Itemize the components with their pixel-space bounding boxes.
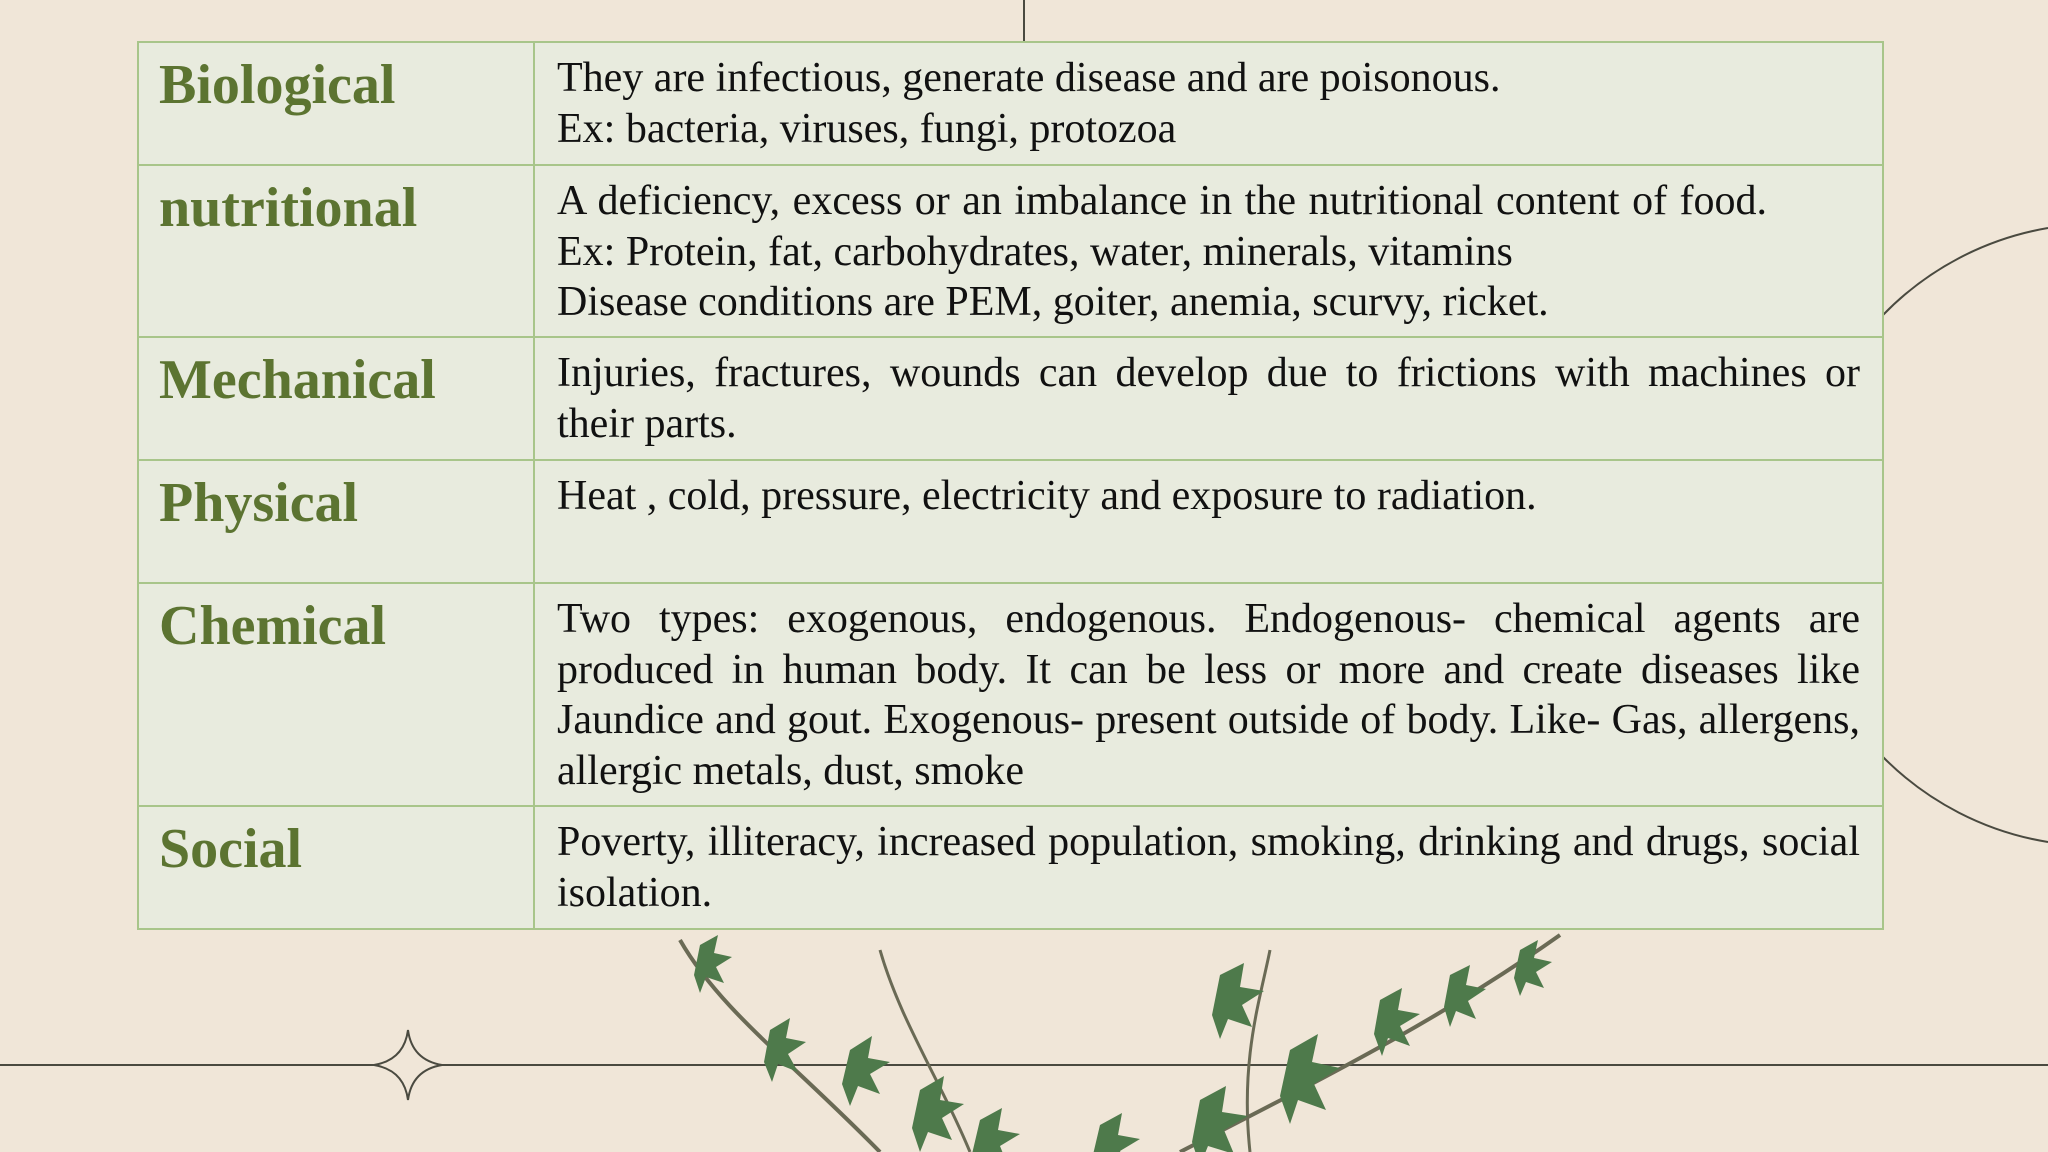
right-arc-decoration	[1883, 228, 2048, 842]
factor-name-chemical: Chemical	[138, 583, 534, 806]
factor-name-nutritional: nutritional	[138, 165, 534, 337]
factor-name-mechanical: Mechanical	[138, 337, 534, 460]
description-line: Ex: Protein, fat, carbohydrates, water, minerals, vitamins	[557, 228, 1513, 275]
factor-description-nutritional	[534, 165, 1883, 337]
table-row	[138, 42, 1883, 165]
description-line: A deficiency, excess or an imbalance in the nutritional content of food.	[557, 178, 1768, 224]
factor-name-biological: Biological	[138, 42, 534, 165]
factor-description-biological	[534, 42, 1883, 165]
table-row	[138, 165, 1883, 337]
description-line: They are infectious, generate disease and are poisonous.	[557, 55, 1501, 101]
factor-description-social: Poverty, illiteracy, increased population, smoking, drinking and drugs, social isolation.	[534, 806, 1883, 929]
factor-name-physical: Physical	[138, 460, 534, 583]
factor-description-chemical: Two types: exogenous, endogenous. Endogenous- chemical agents are produced in human body. It can be less or more and create diseases like Jaundice and gout. Exogenous- present outside of body. Like- Gas, allergens, allergic metals, dust, smoke	[534, 583, 1883, 806]
disease-factors-table	[137, 41, 1884, 930]
table-row	[138, 806, 1883, 929]
factor-description-physical: Heat , cold, pressure, electricity and exposure to radiation.	[534, 460, 1883, 583]
table-row	[138, 337, 1883, 460]
sparkle-star-icon	[374, 1030, 442, 1100]
ivy-vine-decoration	[680, 935, 1560, 1152]
table-row	[138, 583, 1883, 806]
description-line: Ex: bacteria, viruses, fungi, protozoa	[557, 105, 1177, 152]
factor-name-social: Social	[138, 806, 534, 929]
description-line: Disease conditions are PEM, goiter, anemia, scurvy, ricket.	[557, 279, 1549, 325]
factor-description-mechanical: Injuries, fractures, wounds can develop due to frictions with machines or their parts.	[534, 337, 1883, 460]
table-row	[138, 460, 1883, 583]
